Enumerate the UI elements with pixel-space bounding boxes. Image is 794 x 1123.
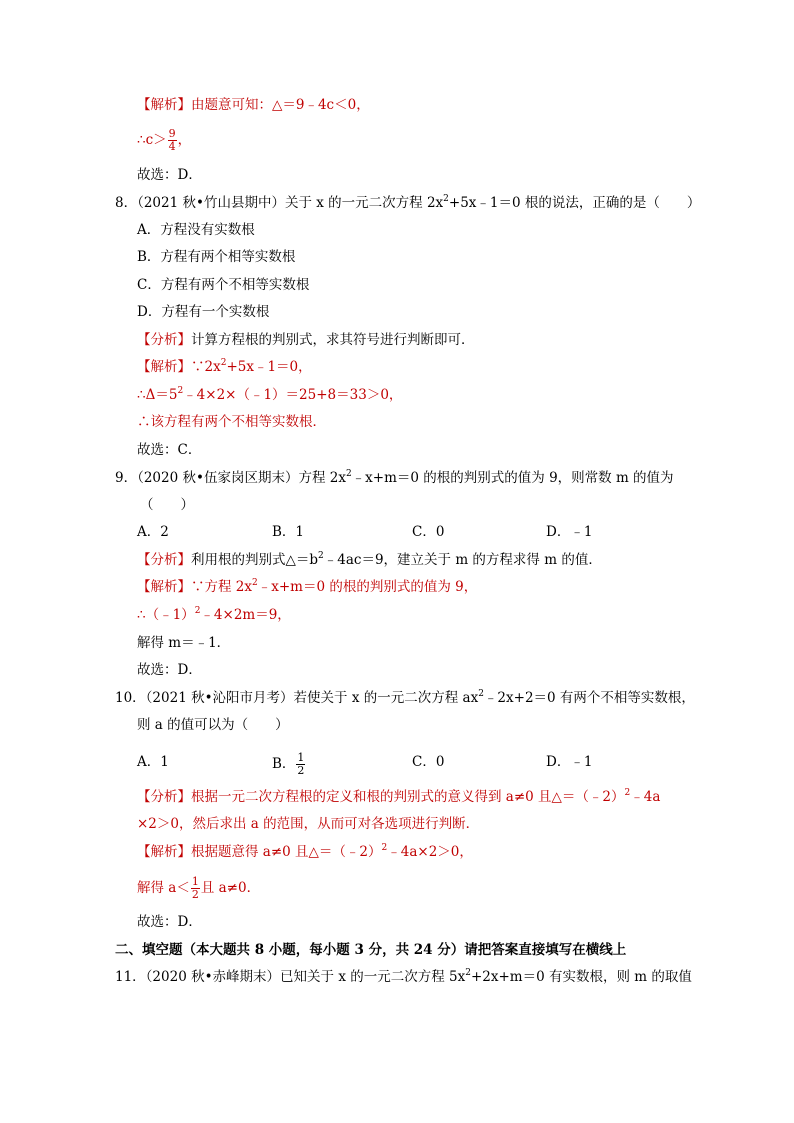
- q8-jiexi-a: ∵2x: [191, 359, 221, 375]
- q9-option-b: [272, 522, 304, 542]
- q8-fenxi: [137, 330, 475, 350]
- option-prefix: B．: [272, 756, 296, 772]
- jiexi-tag: 【解析】: [137, 844, 191, 860]
- q8-option-c: [137, 275, 309, 295]
- q9-option-c: [412, 522, 444, 542]
- q10-step-prefix: 解得 a＜: [137, 880, 190, 896]
- frac-denominator: 2: [191, 888, 199, 901]
- q7-jiexi-line: [137, 95, 370, 115]
- option-text: A．1: [137, 754, 169, 770]
- q10-option-d: [546, 752, 592, 772]
- jiexi-tag: 【解析】: [137, 579, 191, 595]
- q10-fenxi: [137, 787, 660, 807]
- option-text: B．1: [272, 524, 305, 540]
- q10-fenxi-b: ﹣4a: [630, 789, 661, 805]
- q8-step1-b: ﹣4×2×（﹣1）＝25+8＝33＞0，: [183, 387, 403, 403]
- option-text: C．方程有两个不相等实数根: [137, 277, 310, 293]
- q7-step: [137, 128, 191, 153]
- q9-stem-a: 9．（2020 秋•伍家岗区期末）方程 2x: [115, 470, 346, 486]
- q10-jiexi-b: ﹣4a×2＞0，: [387, 844, 473, 860]
- superscript: 2: [345, 469, 352, 479]
- q8-option-d: [137, 302, 269, 322]
- jiexi-tag: 【解析】: [137, 359, 191, 375]
- jiexi-tag: 【解析】: [137, 97, 191, 113]
- q10-jiexi: [137, 842, 473, 862]
- q8-answer: [137, 440, 201, 460]
- q9-stem-b: ﹣x+m＝0 的根的判别式的值为 9，则常数 m 的值为: [351, 470, 674, 486]
- q9-step1-a: ∴（﹣1）: [137, 607, 195, 623]
- superscript: 2: [478, 689, 484, 699]
- answer-text: 故选：D．: [137, 914, 202, 930]
- q9-fenxi-b: ﹣4ac＝9，建立关于 m 的方程求得 m 的值．: [323, 552, 602, 568]
- q10-fenxi-line2: [137, 814, 479, 834]
- answer-text: 故选：C．: [137, 442, 202, 458]
- q10-stem-b: ﹣2x+2＝0 有两个不相等实数根，: [483, 690, 695, 706]
- q8-step2-text: ∴该方程有两个不相等实数根．: [137, 414, 326, 430]
- q8-option-b: [137, 247, 295, 267]
- section-title-text: 二、填空题（本大题共 8 小题，每小题 3 分，共 24 分）请把答案直接填写在横线上: [115, 942, 627, 958]
- q11-stem: [115, 967, 692, 987]
- q10-stem: [115, 688, 695, 708]
- q7-answer: [137, 165, 202, 185]
- q9-jiexi-a: ∵方程 2x: [191, 579, 252, 595]
- superscript: 2: [194, 606, 201, 616]
- option-text: A．方程没有实数根: [137, 222, 255, 238]
- fraction-9-4: [168, 128, 177, 153]
- q8-stem-a: 8．（2021 秋•竹山县期中）关于: [115, 195, 317, 211]
- q10-fenxi-c: ×2＞0，然后求出 a 的范围，从而可对各选项进行判断．: [137, 816, 480, 832]
- q10-stem-line2: [137, 715, 289, 735]
- q9-option-d: [546, 522, 592, 542]
- option-text: D．﹣1: [546, 524, 593, 540]
- q8-jiexi-b: +5x﹣1＝0，: [226, 359, 312, 375]
- frac-numerator: 1: [297, 751, 305, 764]
- fenxi-tag: 【分析】: [137, 552, 191, 568]
- superscript: 2: [252, 578, 258, 588]
- q9-jiexi-b: ﹣x+m＝0 的根的判别式的值为 9，: [257, 579, 478, 595]
- frac-numerator: 9: [168, 127, 176, 140]
- q10-option-b: [272, 752, 306, 777]
- superscript: 2: [443, 194, 449, 204]
- q10-step: [137, 876, 260, 901]
- answer-text: 故选：D．: [137, 662, 202, 678]
- option-text: A．2: [137, 524, 169, 540]
- section-title: [115, 940, 626, 960]
- option-text: D．方程有一个实数根: [137, 304, 270, 320]
- q9-stem-paren: [140, 495, 194, 515]
- superscript: 2: [318, 551, 324, 561]
- q9-answer: [137, 660, 202, 680]
- q9-fenxi: [137, 550, 602, 570]
- q10-option-a: [137, 752, 169, 772]
- q8-stem-c: +5x﹣1＝0 根的说法，正确的是（ ）: [448, 195, 701, 211]
- q10-step-suffix: 且 a≠0．: [200, 880, 261, 896]
- q8-step1-a: ∴Δ＝5: [137, 387, 178, 403]
- option-text: C．0: [412, 754, 445, 770]
- q10-jiexi-a: 根据题意得 a≠0 且△＝（﹣2）: [191, 844, 382, 860]
- q10-option-c: [412, 752, 444, 772]
- superscript: 2: [177, 386, 184, 396]
- q11-stem-b: +2x+m＝0 有实数根，则 m 的取值: [470, 969, 692, 985]
- fraction-1-2: [191, 876, 200, 901]
- frac-denominator: 4: [168, 140, 176, 153]
- q9-option-a: [137, 522, 169, 542]
- q8-option-a: [137, 220, 255, 240]
- q7-step-suffix: ，: [177, 132, 192, 148]
- superscript: 2: [381, 843, 388, 853]
- answer-text: 故选：D．: [137, 167, 202, 183]
- fraction-1-2: [296, 752, 305, 777]
- superscript: 2: [624, 788, 631, 798]
- q8-stem-b: 的一元二次方程 2x: [323, 195, 444, 211]
- q11-stem-a: 11．（2020 秋•赤峰期末）已知关于 x 的一元二次方程 5x: [115, 969, 466, 985]
- superscript: 2: [220, 358, 227, 368]
- q9-jiexi: [137, 577, 477, 597]
- q9-step1: [137, 605, 291, 625]
- option-text: D．﹣1: [546, 754, 593, 770]
- q9-stem: [115, 468, 674, 488]
- q8-stem-var: x: [316, 195, 324, 211]
- q10-answer: [137, 912, 202, 932]
- q10-stem-c: 则 a 的值可以为（ ）: [137, 717, 289, 733]
- q7-jiexi-text: 由题意可知：△＝9﹣4c＜0，: [191, 97, 370, 113]
- fenxi-text: 计算方程根的判别式，求其符号进行判断即可．: [191, 332, 475, 348]
- q8-stem: [115, 193, 700, 213]
- option-text: C．0: [412, 524, 445, 540]
- frac-denominator: 2: [297, 764, 305, 777]
- fenxi-tag: 【分析】: [137, 332, 191, 348]
- superscript: 2: [465, 968, 471, 978]
- q8-step1: [137, 385, 402, 405]
- q9-step2-text: 解得 m＝﹣1．: [137, 635, 231, 651]
- fenxi-tag: 【分析】: [137, 789, 191, 805]
- q8-jiexi: [137, 357, 312, 377]
- option-text: B．方程有两个相等实数根: [137, 249, 296, 265]
- q9-stem-c: （ ）: [140, 497, 194, 513]
- q10-fenxi-a: 根据一元二次方程根的定义和根的判别式的意义得到 a≠0 且△＝（﹣2）: [191, 789, 625, 805]
- frac-numerator: 1: [191, 875, 199, 888]
- q7-step-prefix: ∴c＞: [137, 132, 167, 148]
- q10-stem-a: 10．（2021 秋•沁阳市月考）若使关于 x 的一元二次方程 ax: [115, 690, 479, 706]
- q9-fenxi-a: 利用根的判别式△＝b: [191, 552, 319, 568]
- q9-step2: [137, 633, 230, 653]
- q9-step1-b: ﹣4×2m＝9，: [200, 607, 291, 623]
- q8-step2: [137, 412, 326, 432]
